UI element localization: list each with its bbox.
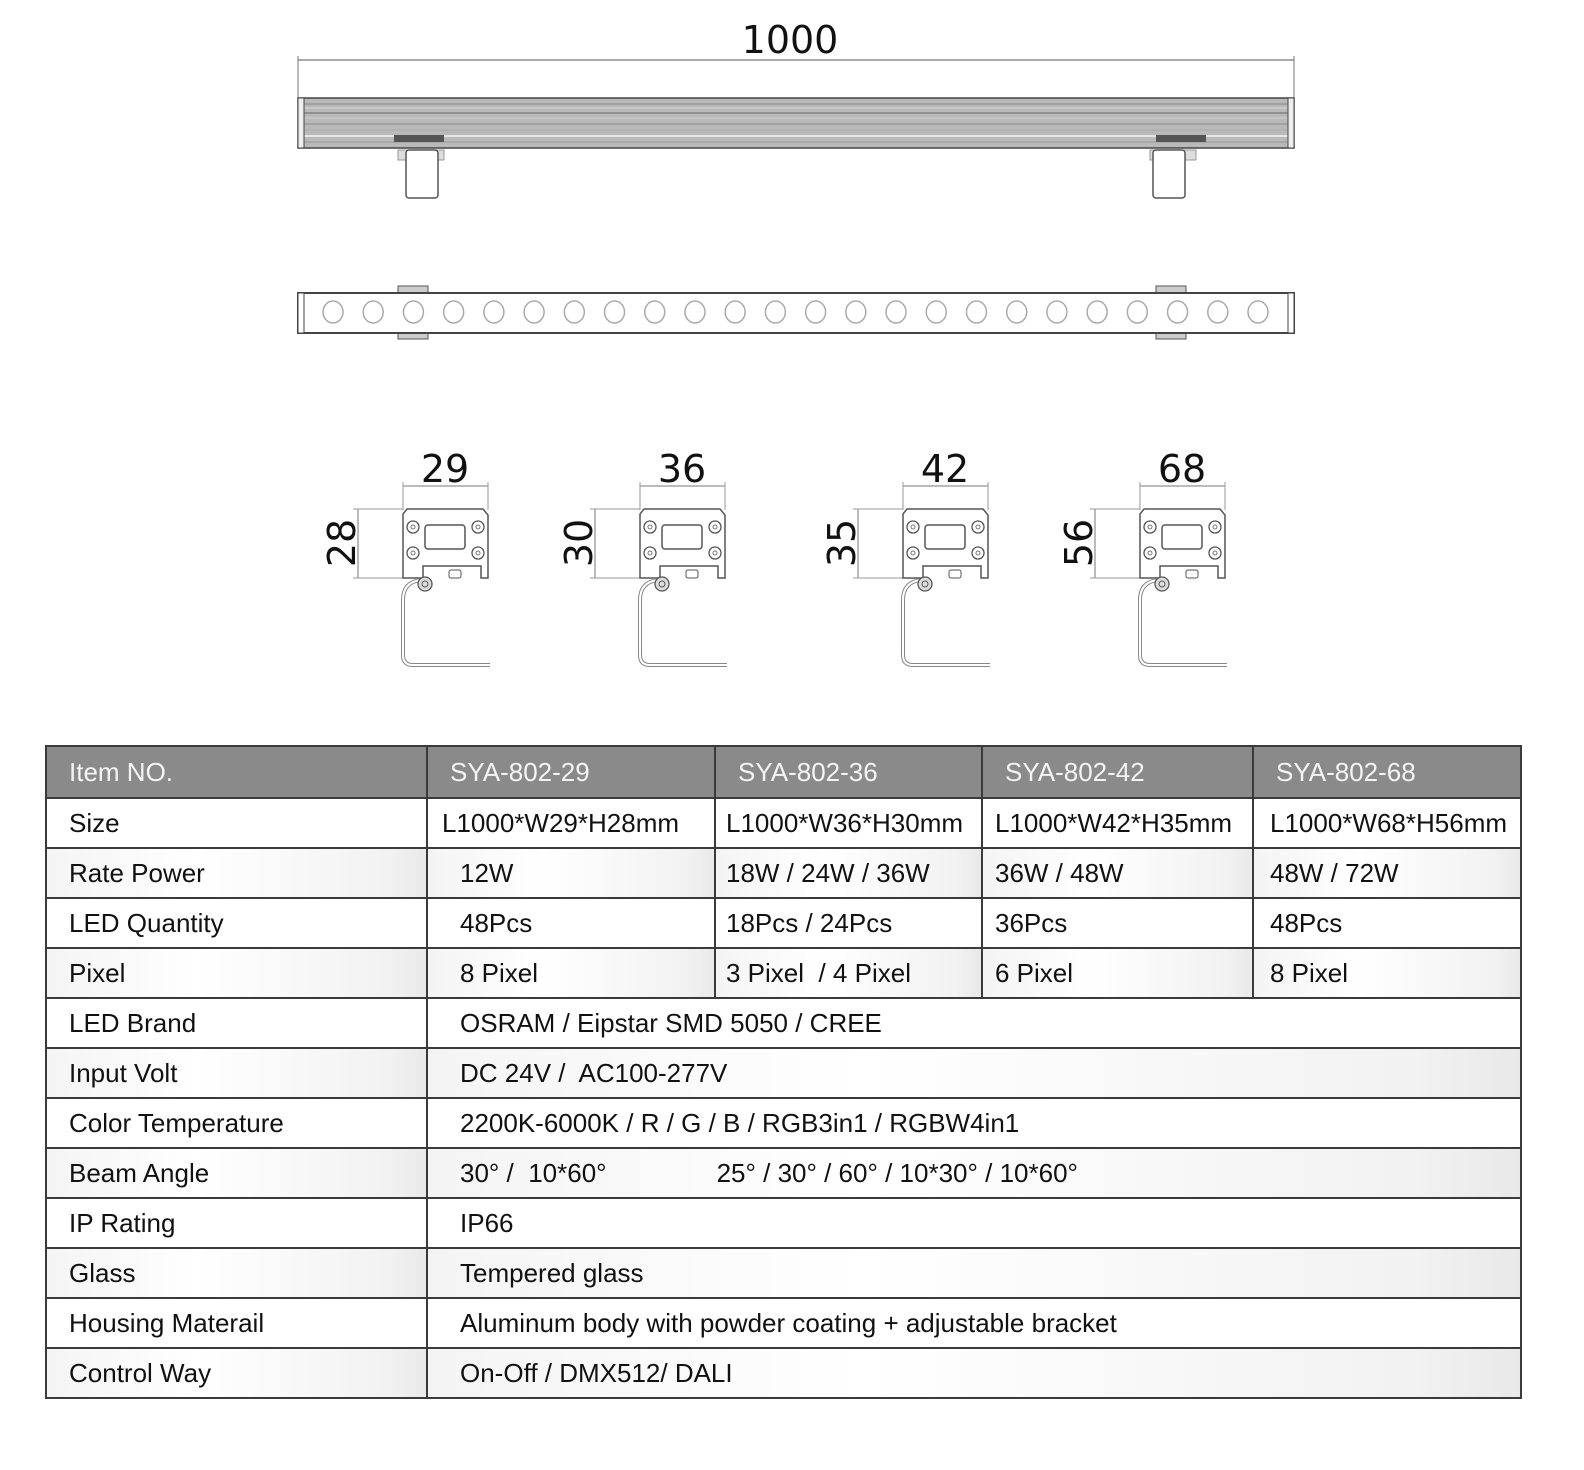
header-item-no: Item NO. <box>46 746 427 798</box>
cell: DC 24V / AC100-277V <box>427 1048 1521 1098</box>
cell: 48Pcs <box>1253 898 1521 948</box>
cell: L1000*W68*H56mm <box>1253 798 1521 848</box>
width-label: 68 <box>1157 447 1207 491</box>
row-label: Pixel <box>46 948 427 998</box>
beam-angle-value-1: 30° / 10*60° <box>460 1157 607 1188</box>
table-row-size <box>46 798 1521 848</box>
row-label: Control Way <box>46 1348 427 1398</box>
cell: 18W / 24W / 36W <box>715 848 982 898</box>
header-model: SYA-802-42 <box>982 746 1253 798</box>
cross-section <box>320 447 490 665</box>
cell: 8 Pixel <box>427 948 715 998</box>
cell: 12W <box>427 848 715 898</box>
row-label: Housing Materail <box>46 1298 427 1348</box>
height-label: 28 <box>320 518 364 568</box>
row-label: Beam Angle <box>46 1148 427 1198</box>
cell: 2200K-6000K / R / G / B / RGB3in1 / RGBW4in1 <box>427 1098 1521 1148</box>
cell: 48Pcs <box>427 898 715 948</box>
row-label: Input Volt <box>46 1048 427 1098</box>
length-dimension <box>298 18 1294 100</box>
header-model: SYA-802-36 <box>715 746 982 798</box>
cell <box>427 1148 1521 1198</box>
cell: L1000*W36*H30mm <box>715 798 982 848</box>
cell: 3 Pixel / 4 Pixel <box>715 948 982 998</box>
table-header-row <box>46 746 1521 798</box>
cell: 36W / 48W <box>982 848 1253 898</box>
technical-drawing <box>0 0 1584 720</box>
cross-section <box>557 447 727 665</box>
table-row-ip-rating <box>46 1198 1521 1248</box>
cell: IP66 <box>427 1198 1521 1248</box>
cell: L1000*W29*H28mm <box>427 798 715 848</box>
row-label: IP Rating <box>46 1198 427 1248</box>
spec-table <box>45 745 1522 1399</box>
width-label: 29 <box>420 447 470 491</box>
height-label: 30 <box>557 518 601 568</box>
row-label: Color Temperature <box>46 1098 427 1148</box>
table-row-led-brand <box>46 998 1521 1048</box>
cell: 6 Pixel <box>982 948 1253 998</box>
table-row-rate-power <box>46 848 1521 898</box>
table-row-glass <box>46 1248 1521 1298</box>
cell: 8 Pixel <box>1253 948 1521 998</box>
table-row-control-way <box>46 1348 1521 1398</box>
cell: 18Pcs / 24Pcs <box>715 898 982 948</box>
cell: 36Pcs <box>982 898 1253 948</box>
table-row-led-quantity <box>46 898 1521 948</box>
table-row-beam-angle <box>46 1148 1521 1198</box>
row-label: Size <box>46 798 427 848</box>
width-label: 36 <box>657 447 707 491</box>
cross-section <box>1057 447 1227 665</box>
row-label: LED Brand <box>46 998 427 1048</box>
cell: OSRAM / Eipstar SMD 5050 / CREE <box>427 998 1521 1048</box>
table-row-pixel <box>46 948 1521 998</box>
front-view-bar <box>298 286 1294 339</box>
length-label: 1000 <box>741 18 839 62</box>
header-model: SYA-802-68 <box>1253 746 1521 798</box>
cell: Aluminum body with powder coating + adjustable bracket <box>427 1298 1521 1348</box>
cross-section <box>820 447 990 665</box>
table-row-color-temperature <box>46 1098 1521 1148</box>
table-row-housing-material <box>46 1298 1521 1348</box>
cell: Tempered glass <box>427 1248 1521 1298</box>
row-label: Rate Power <box>46 848 427 898</box>
cross-sections <box>320 447 1227 665</box>
row-label: LED Quantity <box>46 898 427 948</box>
cell: On-Off / DMX512/ DALI <box>427 1348 1521 1398</box>
side-view-bar <box>298 98 1294 198</box>
cell: L1000*W42*H35mm <box>982 798 1253 848</box>
table-row-input-volt <box>46 1048 1521 1098</box>
width-label: 42 <box>920 447 970 491</box>
height-label: 35 <box>820 518 864 568</box>
cell: 48W / 72W <box>1253 848 1521 898</box>
header-model: SYA-802-29 <box>427 746 715 798</box>
beam-angle-value-2: 25° / 30° / 60° / 10*30° / 10*60° <box>716 1157 1078 1188</box>
height-label: 56 <box>1057 518 1101 568</box>
row-label: Glass <box>46 1248 427 1298</box>
